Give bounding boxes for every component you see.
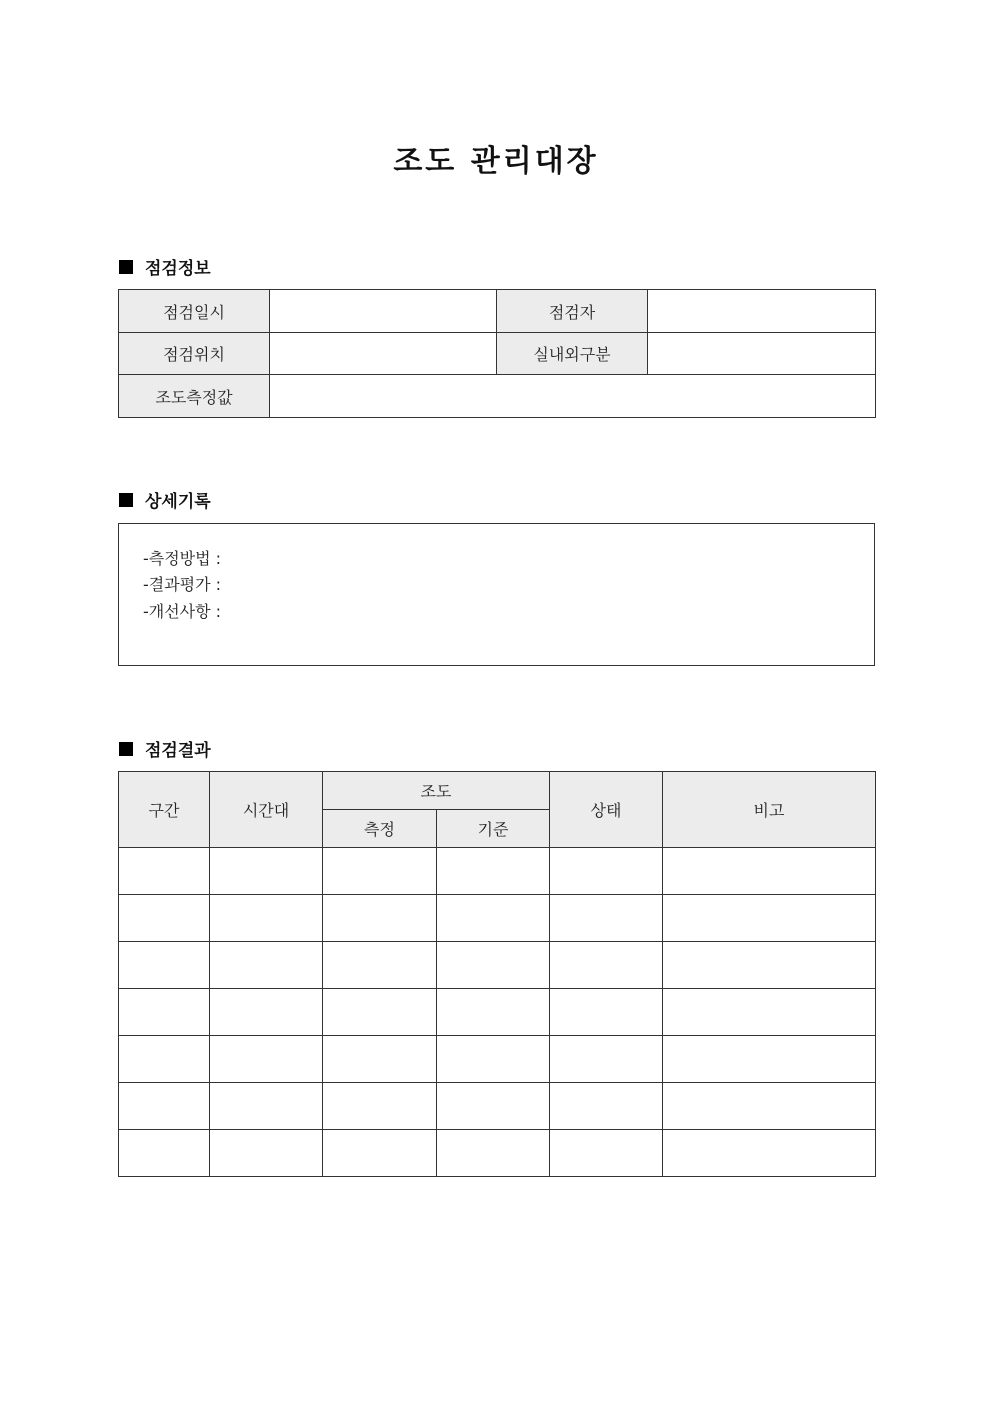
standard-cell[interactable] bbox=[437, 1083, 550, 1130]
time-cell[interactable] bbox=[210, 895, 323, 942]
time-cell[interactable] bbox=[210, 1036, 323, 1083]
header-illuminance: 조도 bbox=[323, 772, 550, 810]
standard-cell[interactable] bbox=[437, 942, 550, 989]
table-row bbox=[119, 942, 876, 989]
measured-cell[interactable] bbox=[323, 1036, 437, 1083]
square-bullet-icon bbox=[119, 260, 133, 274]
section-cell[interactable] bbox=[119, 942, 210, 989]
detail-section-heading bbox=[119, 487, 211, 512]
table-row bbox=[119, 1083, 876, 1130]
results-body bbox=[119, 848, 876, 1177]
status-cell[interactable] bbox=[550, 1036, 663, 1083]
standard-cell[interactable] bbox=[437, 1130, 550, 1177]
status-cell[interactable] bbox=[550, 848, 663, 895]
remarks-cell[interactable] bbox=[663, 942, 876, 989]
measured-value-label: 조도측정값 bbox=[119, 375, 270, 418]
standard-cell[interactable] bbox=[437, 895, 550, 942]
header-measured: 측정 bbox=[323, 810, 437, 848]
remarks-cell[interactable] bbox=[663, 848, 876, 895]
detail-line-improvement: -개선사항 : bbox=[143, 602, 222, 621]
results-section-heading bbox=[119, 736, 211, 761]
measured-cell[interactable] bbox=[323, 1083, 437, 1130]
indoor-outdoor-value-cell[interactable] bbox=[648, 333, 876, 375]
time-cell[interactable] bbox=[210, 1130, 323, 1177]
inspector-label: 점검자 bbox=[497, 290, 648, 333]
header-remarks: 비고 bbox=[663, 772, 876, 848]
header-section: 구간 bbox=[119, 772, 210, 848]
location-label: 점검위치 bbox=[119, 333, 270, 375]
detail-line-evaluation: -결과평가 : bbox=[143, 575, 222, 594]
status-cell[interactable] bbox=[550, 1083, 663, 1130]
status-cell[interactable] bbox=[550, 1130, 663, 1177]
results-table bbox=[118, 771, 876, 1177]
table-row bbox=[119, 1130, 876, 1177]
square-bullet-icon bbox=[119, 742, 133, 756]
page-title: 조도 관리대장 bbox=[393, 144, 599, 179]
time-cell[interactable] bbox=[210, 989, 323, 1036]
time-cell[interactable] bbox=[210, 1083, 323, 1130]
section-cell[interactable] bbox=[119, 1083, 210, 1130]
table-row bbox=[119, 989, 876, 1036]
table-row bbox=[119, 895, 876, 942]
results-heading-text: 점검결과 bbox=[145, 741, 211, 761]
header-time: 시간대 bbox=[210, 772, 323, 848]
measured-cell[interactable] bbox=[323, 1130, 437, 1177]
table-row bbox=[119, 1036, 876, 1083]
status-cell[interactable] bbox=[550, 942, 663, 989]
info-heading-text: 점검정보 bbox=[145, 259, 211, 279]
date-label: 점검일시 bbox=[119, 290, 270, 333]
remarks-cell[interactable] bbox=[663, 895, 876, 942]
section-cell[interactable] bbox=[119, 848, 210, 895]
detail-heading-text: 상세기록 bbox=[145, 492, 211, 512]
section-cell[interactable] bbox=[119, 895, 210, 942]
time-cell[interactable] bbox=[210, 848, 323, 895]
remarks-cell[interactable] bbox=[663, 1036, 876, 1083]
status-cell[interactable] bbox=[550, 895, 663, 942]
date-value-cell[interactable] bbox=[270, 290, 497, 333]
header-status: 상태 bbox=[550, 772, 663, 848]
detail-line-method: -측정방법 : bbox=[143, 549, 222, 568]
measured-cell[interactable] bbox=[323, 989, 437, 1036]
info-section-heading bbox=[119, 254, 211, 279]
remarks-cell[interactable] bbox=[663, 1083, 876, 1130]
standard-cell[interactable] bbox=[437, 848, 550, 895]
status-cell[interactable] bbox=[550, 989, 663, 1036]
location-value-cell[interactable] bbox=[270, 333, 497, 375]
measured-cell[interactable] bbox=[323, 895, 437, 942]
inspector-value-cell[interactable] bbox=[648, 290, 876, 333]
measured-value-cell[interactable] bbox=[270, 375, 876, 418]
standard-cell[interactable] bbox=[437, 989, 550, 1036]
section-cell[interactable] bbox=[119, 1036, 210, 1083]
header-standard: 기준 bbox=[437, 810, 550, 848]
indoor-outdoor-label: 실내외구분 bbox=[497, 333, 648, 375]
remarks-cell[interactable] bbox=[663, 1130, 876, 1177]
table-row bbox=[119, 848, 876, 895]
square-bullet-icon bbox=[119, 493, 133, 507]
remarks-cell[interactable] bbox=[663, 989, 876, 1036]
section-cell[interactable] bbox=[119, 1130, 210, 1177]
standard-cell[interactable] bbox=[437, 1036, 550, 1083]
measured-cell[interactable] bbox=[323, 942, 437, 989]
time-cell[interactable] bbox=[210, 942, 323, 989]
section-cell[interactable] bbox=[119, 989, 210, 1036]
info-table bbox=[118, 289, 876, 418]
measured-cell[interactable] bbox=[323, 848, 437, 895]
detail-record-box[interactable] bbox=[118, 523, 875, 666]
